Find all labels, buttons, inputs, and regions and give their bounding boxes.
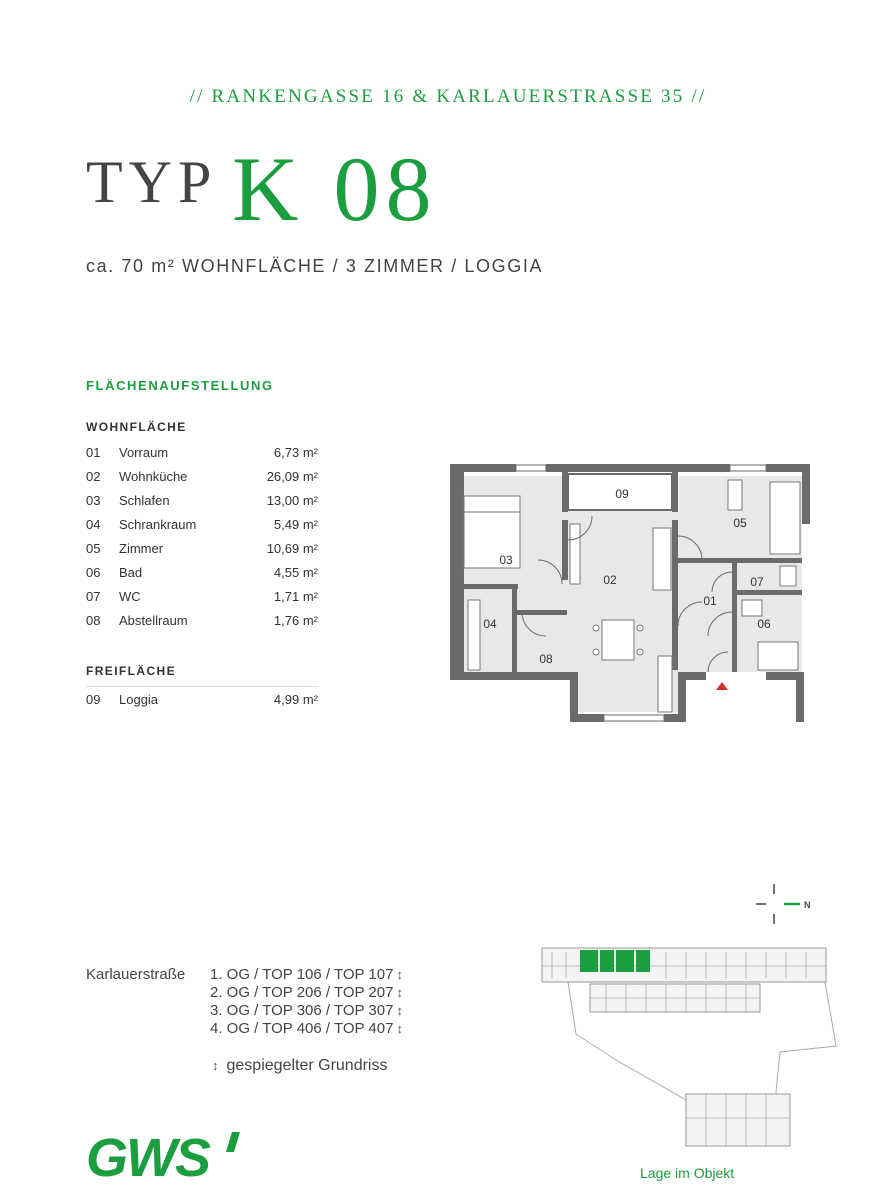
room-label-06: 06 bbox=[757, 617, 771, 631]
room-label-08: 08 bbox=[539, 652, 553, 666]
mirror-icon: ↕ bbox=[212, 1058, 219, 1073]
mirror-icon: ↕ bbox=[396, 985, 403, 1000]
table-row bbox=[86, 688, 318, 712]
room-label-01: 01 bbox=[703, 594, 717, 608]
typ-code: K 08 bbox=[232, 138, 438, 240]
room-area: 5,49 m² bbox=[273, 517, 318, 532]
room-name: Abstellraum bbox=[119, 613, 188, 628]
room-area: 10,69 m² bbox=[266, 541, 318, 556]
room-name: Zimmer bbox=[119, 541, 164, 556]
room-number: 08 bbox=[86, 613, 101, 628]
table-row bbox=[86, 585, 318, 609]
room-name: Vorraum bbox=[119, 445, 169, 460]
room-number: 02 bbox=[86, 469, 101, 484]
mirror-legend-text: gespiegelter Grundriss bbox=[226, 1057, 388, 1074]
mirror-icon: ↕ bbox=[396, 1021, 403, 1036]
room-label-04: 04 bbox=[483, 617, 497, 631]
floor-item-text: 1. OG / TOP 106 / TOP 107 bbox=[210, 966, 394, 983]
entrance-marker-icon bbox=[716, 682, 728, 690]
room-number: 01 bbox=[86, 445, 101, 460]
room-name: Loggia bbox=[119, 692, 159, 707]
room-name: WC bbox=[119, 589, 141, 604]
logo-text: GWS bbox=[86, 1128, 209, 1184]
room-number: 04 bbox=[86, 517, 101, 532]
room-name: Wohnküche bbox=[119, 469, 188, 484]
room-area: 13,00 m² bbox=[266, 493, 318, 508]
site-plan bbox=[536, 940, 846, 1160]
floor-item bbox=[210, 1020, 403, 1038]
table-row bbox=[86, 513, 318, 537]
room-label-02: 02 bbox=[603, 573, 617, 587]
room-label-09: 09 bbox=[615, 487, 629, 501]
floor-item-text: 4. OG / TOP 406 / TOP 407 bbox=[210, 1020, 394, 1037]
table-row bbox=[86, 609, 318, 633]
apartment-summary: ca. 70 m² WOHNFLÄCHE / 3 ZIMMER / LOGGIA bbox=[86, 256, 544, 276]
room-area: 6,73 m² bbox=[273, 445, 318, 460]
room-area: 26,09 m² bbox=[266, 469, 318, 484]
table-row bbox=[86, 537, 318, 561]
mirror-legend bbox=[212, 1057, 387, 1075]
address-line: // RANKENGASSE 16 & KARLAUERSTRASSE 35 // bbox=[189, 86, 707, 107]
gws-logo bbox=[86, 1128, 256, 1184]
room-name: Schrankraum bbox=[119, 517, 197, 532]
wohnflaeche-table bbox=[86, 441, 318, 633]
table-row bbox=[86, 465, 318, 489]
room-area: 1,71 m² bbox=[273, 589, 318, 604]
room-area: 4,55 m² bbox=[273, 565, 318, 580]
divider bbox=[86, 686, 318, 687]
street-name: Karlauerstraße bbox=[86, 966, 186, 983]
typ-label: TYP bbox=[86, 149, 218, 215]
mirror-icon: ↕ bbox=[396, 1003, 403, 1018]
room-area: 4,99 m² bbox=[273, 692, 318, 707]
room-number: 07 bbox=[86, 589, 101, 604]
room-name: Bad bbox=[119, 565, 143, 580]
room-number: 03 bbox=[86, 493, 101, 508]
room-number: 05 bbox=[86, 541, 101, 556]
freiflaeche-heading: FREIFLÄCHE bbox=[86, 664, 176, 678]
floor-item bbox=[210, 966, 403, 984]
mirror-icon: ↕ bbox=[396, 967, 403, 982]
room-number: 06 bbox=[86, 565, 101, 580]
north-label: N bbox=[804, 900, 811, 910]
freiflaeche-table bbox=[86, 688, 318, 712]
floor-item bbox=[210, 984, 403, 1002]
wohnflaeche-heading: WOHNFLÄCHE bbox=[86, 420, 187, 434]
floor-plan bbox=[446, 460, 816, 730]
table-row bbox=[86, 441, 318, 465]
lage-label: Lage im Objekt bbox=[640, 1165, 735, 1181]
room-label-05: 05 bbox=[733, 516, 747, 530]
room-label-03: 03 bbox=[499, 553, 513, 567]
floor-item-text: 2. OG / TOP 206 / TOP 207 bbox=[210, 984, 394, 1001]
table-row bbox=[86, 561, 318, 585]
floor-list bbox=[210, 966, 403, 1038]
compass-icon bbox=[752, 880, 822, 930]
room-name: Schlafen bbox=[119, 493, 170, 508]
areas-title: FLÄCHENAUFSTELLUNG bbox=[86, 378, 274, 393]
room-label-07: 07 bbox=[750, 575, 764, 589]
floor-item bbox=[210, 1002, 403, 1020]
room-number: 09 bbox=[86, 692, 101, 707]
table-row bbox=[86, 489, 318, 513]
floor-item-text: 3. OG / TOP 306 / TOP 307 bbox=[210, 1002, 394, 1019]
room-area: 1,76 m² bbox=[273, 613, 318, 628]
